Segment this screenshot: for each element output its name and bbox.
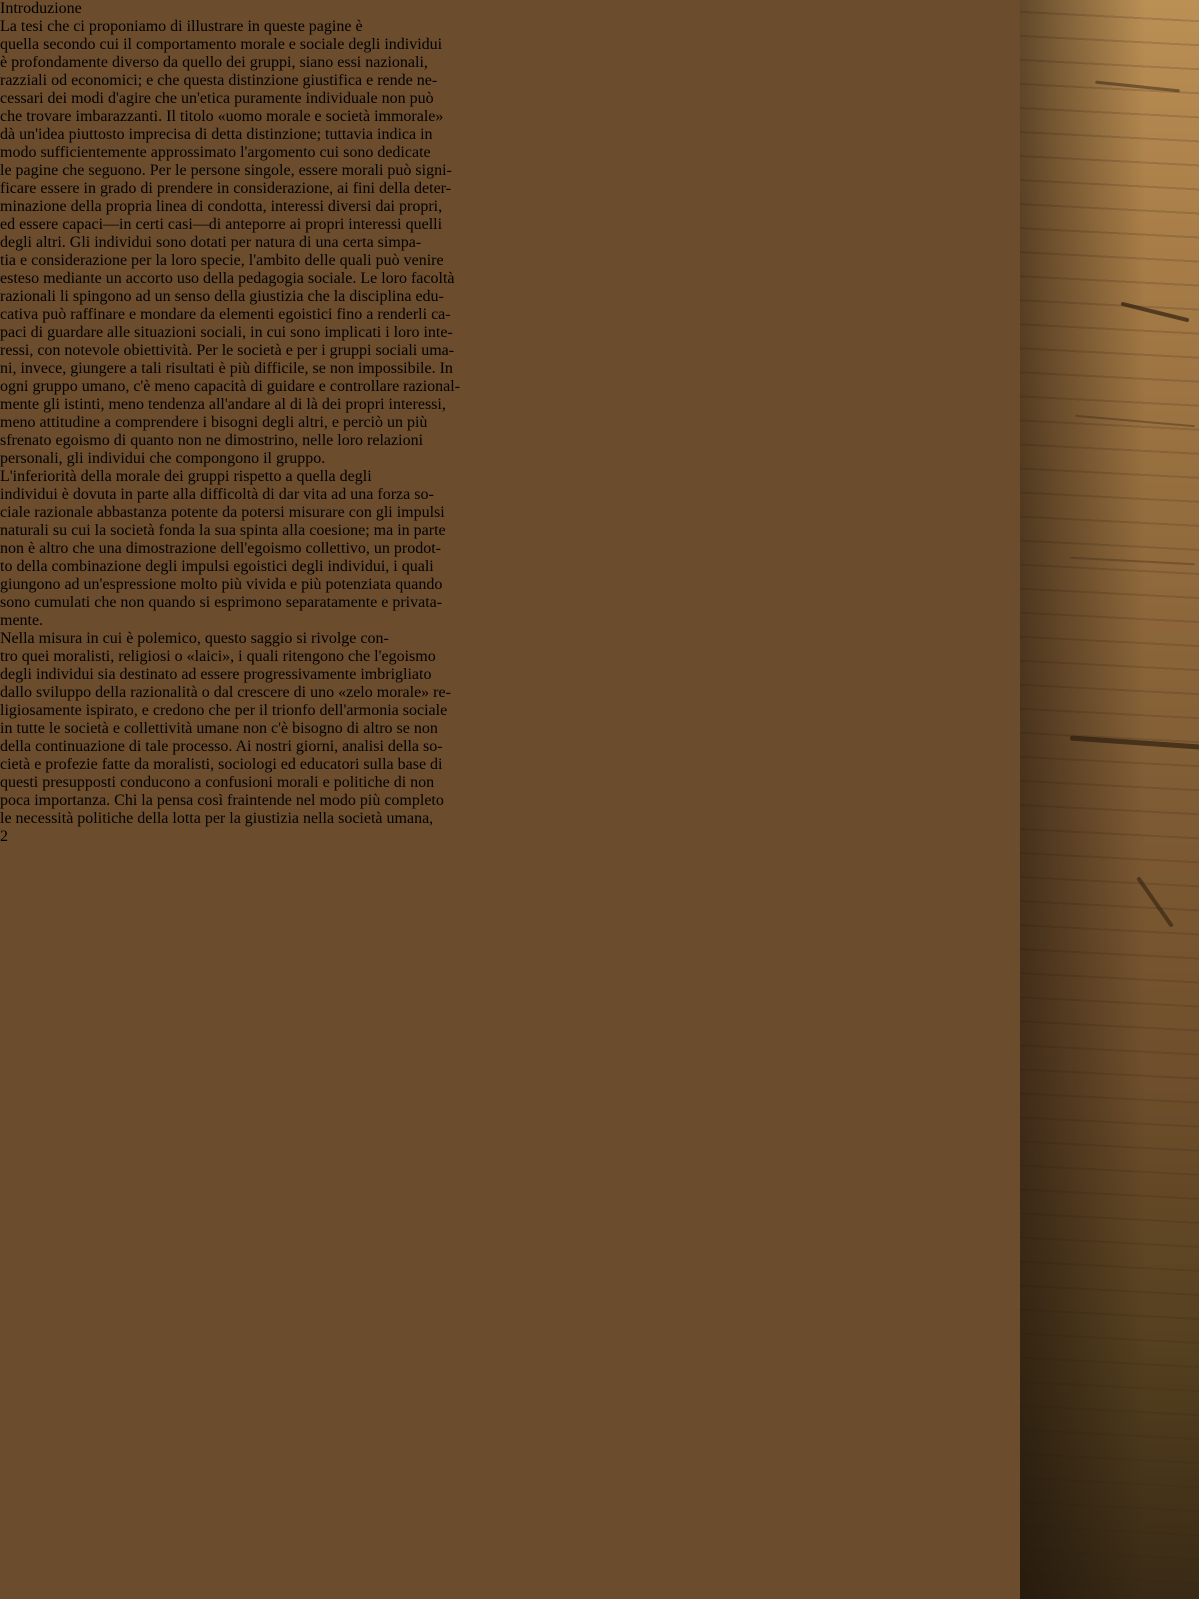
text-segment: quella secondo cui (0, 36, 124, 53)
text-segment: poca importanza. Chi la pensa così fraintende nel modo più completo (0, 792, 444, 809)
text-segment: ressi, con notevole obiettività. Per le società e per i gruppi sociali uma- (0, 342, 455, 359)
underlined-text: giustifica e rende ne- (302, 72, 438, 89)
text-segment: ligiosamente ispirato, e credono che per il trionfo dell'armonia sociale (0, 702, 448, 719)
text-segment: in tutte le società e collettività umane non c'è bisogno di altro se non (0, 720, 438, 737)
text-segment: razziali od economici; e che questa distinzione (0, 72, 303, 89)
text-segment: Nella misura in cui è polemico, questo saggio si rivolge con- (0, 630, 389, 647)
text-segment: Il titolo «uomo morale e società immorale» (162, 108, 444, 125)
chapter-title: Introduzione (0, 0, 82, 17)
text-segment: non è altro che una dimostrazione dell'egoismo collettivo, un prodot- (0, 540, 441, 557)
underlined-text: che un'etica puramente individuale non può (154, 90, 434, 107)
text-segment: ni, invece, giungere a tali risultati è più difficile, se non impossibile. In (0, 360, 453, 377)
text-segment: to della combinazione degli impulsi egoistici degli individui, i quali (0, 558, 434, 575)
underlined-text: modi d'agire (71, 90, 151, 107)
text-segment: mente gli istinti, meno tendenza all'andare al di là dei propri interessi, (0, 396, 446, 413)
text-segment: degli altri. Gli individui sono dotati per natura di una certa simpa- (0, 234, 422, 251)
text-segment: mente. (0, 612, 44, 629)
underlined-text: cessari (0, 90, 44, 107)
wooden-table (1020, 0, 1199, 1599)
text-segment: tro quei moralisti, religiosi o «laici», i quali ritengono che l'egoismo (0, 648, 436, 665)
text-segment: sono cumulati che non quando si esprimono separatamente e privata- (0, 594, 443, 611)
text-segment: dallo sviluppo della razionalità o dal crescere di uno «zelo morale» re- (0, 684, 451, 701)
text-segment: modo sufficientemente approssimato l'argomento cui sono dedicate (0, 144, 431, 161)
text-segment: esteso mediante un accorto uso della pedagogia sociale. Le loro facoltà (0, 270, 455, 287)
text-segment: razionali li spingono ad un senso della giustizia che la disciplina edu- (0, 288, 444, 305)
text-segment: paci di guardare alle situazioni sociali, in cui sono implicati i loro inte- (0, 324, 453, 341)
underlined-text: è profondamente diverso da quello dei gruppi, (0, 54, 296, 71)
text-segment: cietà e profezie fatte da moralisti, sociologi ed educatori sulla base di (0, 756, 443, 773)
text-segment: della continuazione di tale processo. Ai nostri giorni, analisi della so- (0, 738, 443, 755)
text-segment: giungono ad un'espressione molto più vivida e più potenziata quando (0, 576, 443, 593)
text-segment: naturali su cui la società fonda la sua spinta alla coesione; ma in parte (0, 522, 446, 539)
text-segment: ed essere capaci—in certi casi—di anteporre ai propri interessi quelli (0, 216, 443, 233)
text-segment: ciale razionale abbastanza potente da potersi misurare con gli impulsi (0, 504, 445, 521)
text-segment: le pagine che seguono. Per le persone singole, essere morali può signi- (0, 162, 452, 179)
facing-page (0, 0, 210, 1599)
text-segment: individui è dovuta in parte alla difficoltà di dar vita ad una forza so- (0, 486, 434, 503)
text-segment: degli individui sia destinato ad essere progressivamente imbrigliato (0, 666, 432, 683)
text-segment: personali, gli individui che compongono il gruppo. (0, 450, 326, 467)
text-segment: questi presupposti conducono a confusioni morali e politiche di non (0, 774, 435, 791)
text-segment: siano essi nazionali, (295, 54, 428, 71)
text-segment: ficare essere in grado di prendere in considerazione, ai fini della deter- (0, 180, 452, 197)
text-segment: dei (43, 90, 72, 107)
text-segment: La tesi che ci proponiamo di illustrare in queste pagine è (0, 18, 363, 35)
text-segment: tia e considerazione per la loro specie, l'ambito delle quali può venire (0, 252, 444, 269)
text-segment: le necessità politiche della lotta per la giustizia nella società umana, (0, 810, 434, 827)
text-segment: dà un'idea piuttosto imprecisa di detta distinzione; tuttavia indica in (0, 126, 433, 143)
text-segment: sfrenato egoismo di quanto non ne dimostrino, nelle loro relazioni (0, 432, 424, 449)
text-segment: meno attitudine a comprendere i bisogni degli altri, e perciò un più (0, 414, 428, 431)
page-number: 2 (0, 828, 8, 845)
text-segment: minazione della propria linea di condotta, interessi diversi dai propri, (0, 198, 443, 215)
text-segment: cativa può raffinare e mondare da elementi egoistici fino a renderli ca- (0, 306, 451, 323)
underlined-text: il comportamento morale e sociale degli individui (123, 36, 443, 53)
text-segment: ogni gruppo umano, c'è meno capacità di guidare e controllare razional- (0, 378, 461, 395)
text-segment: L'inferiorità della morale dei gruppi rispetto a quella degli (0, 468, 372, 485)
underlined-text: che trovare imbarazzanti. (0, 108, 163, 125)
